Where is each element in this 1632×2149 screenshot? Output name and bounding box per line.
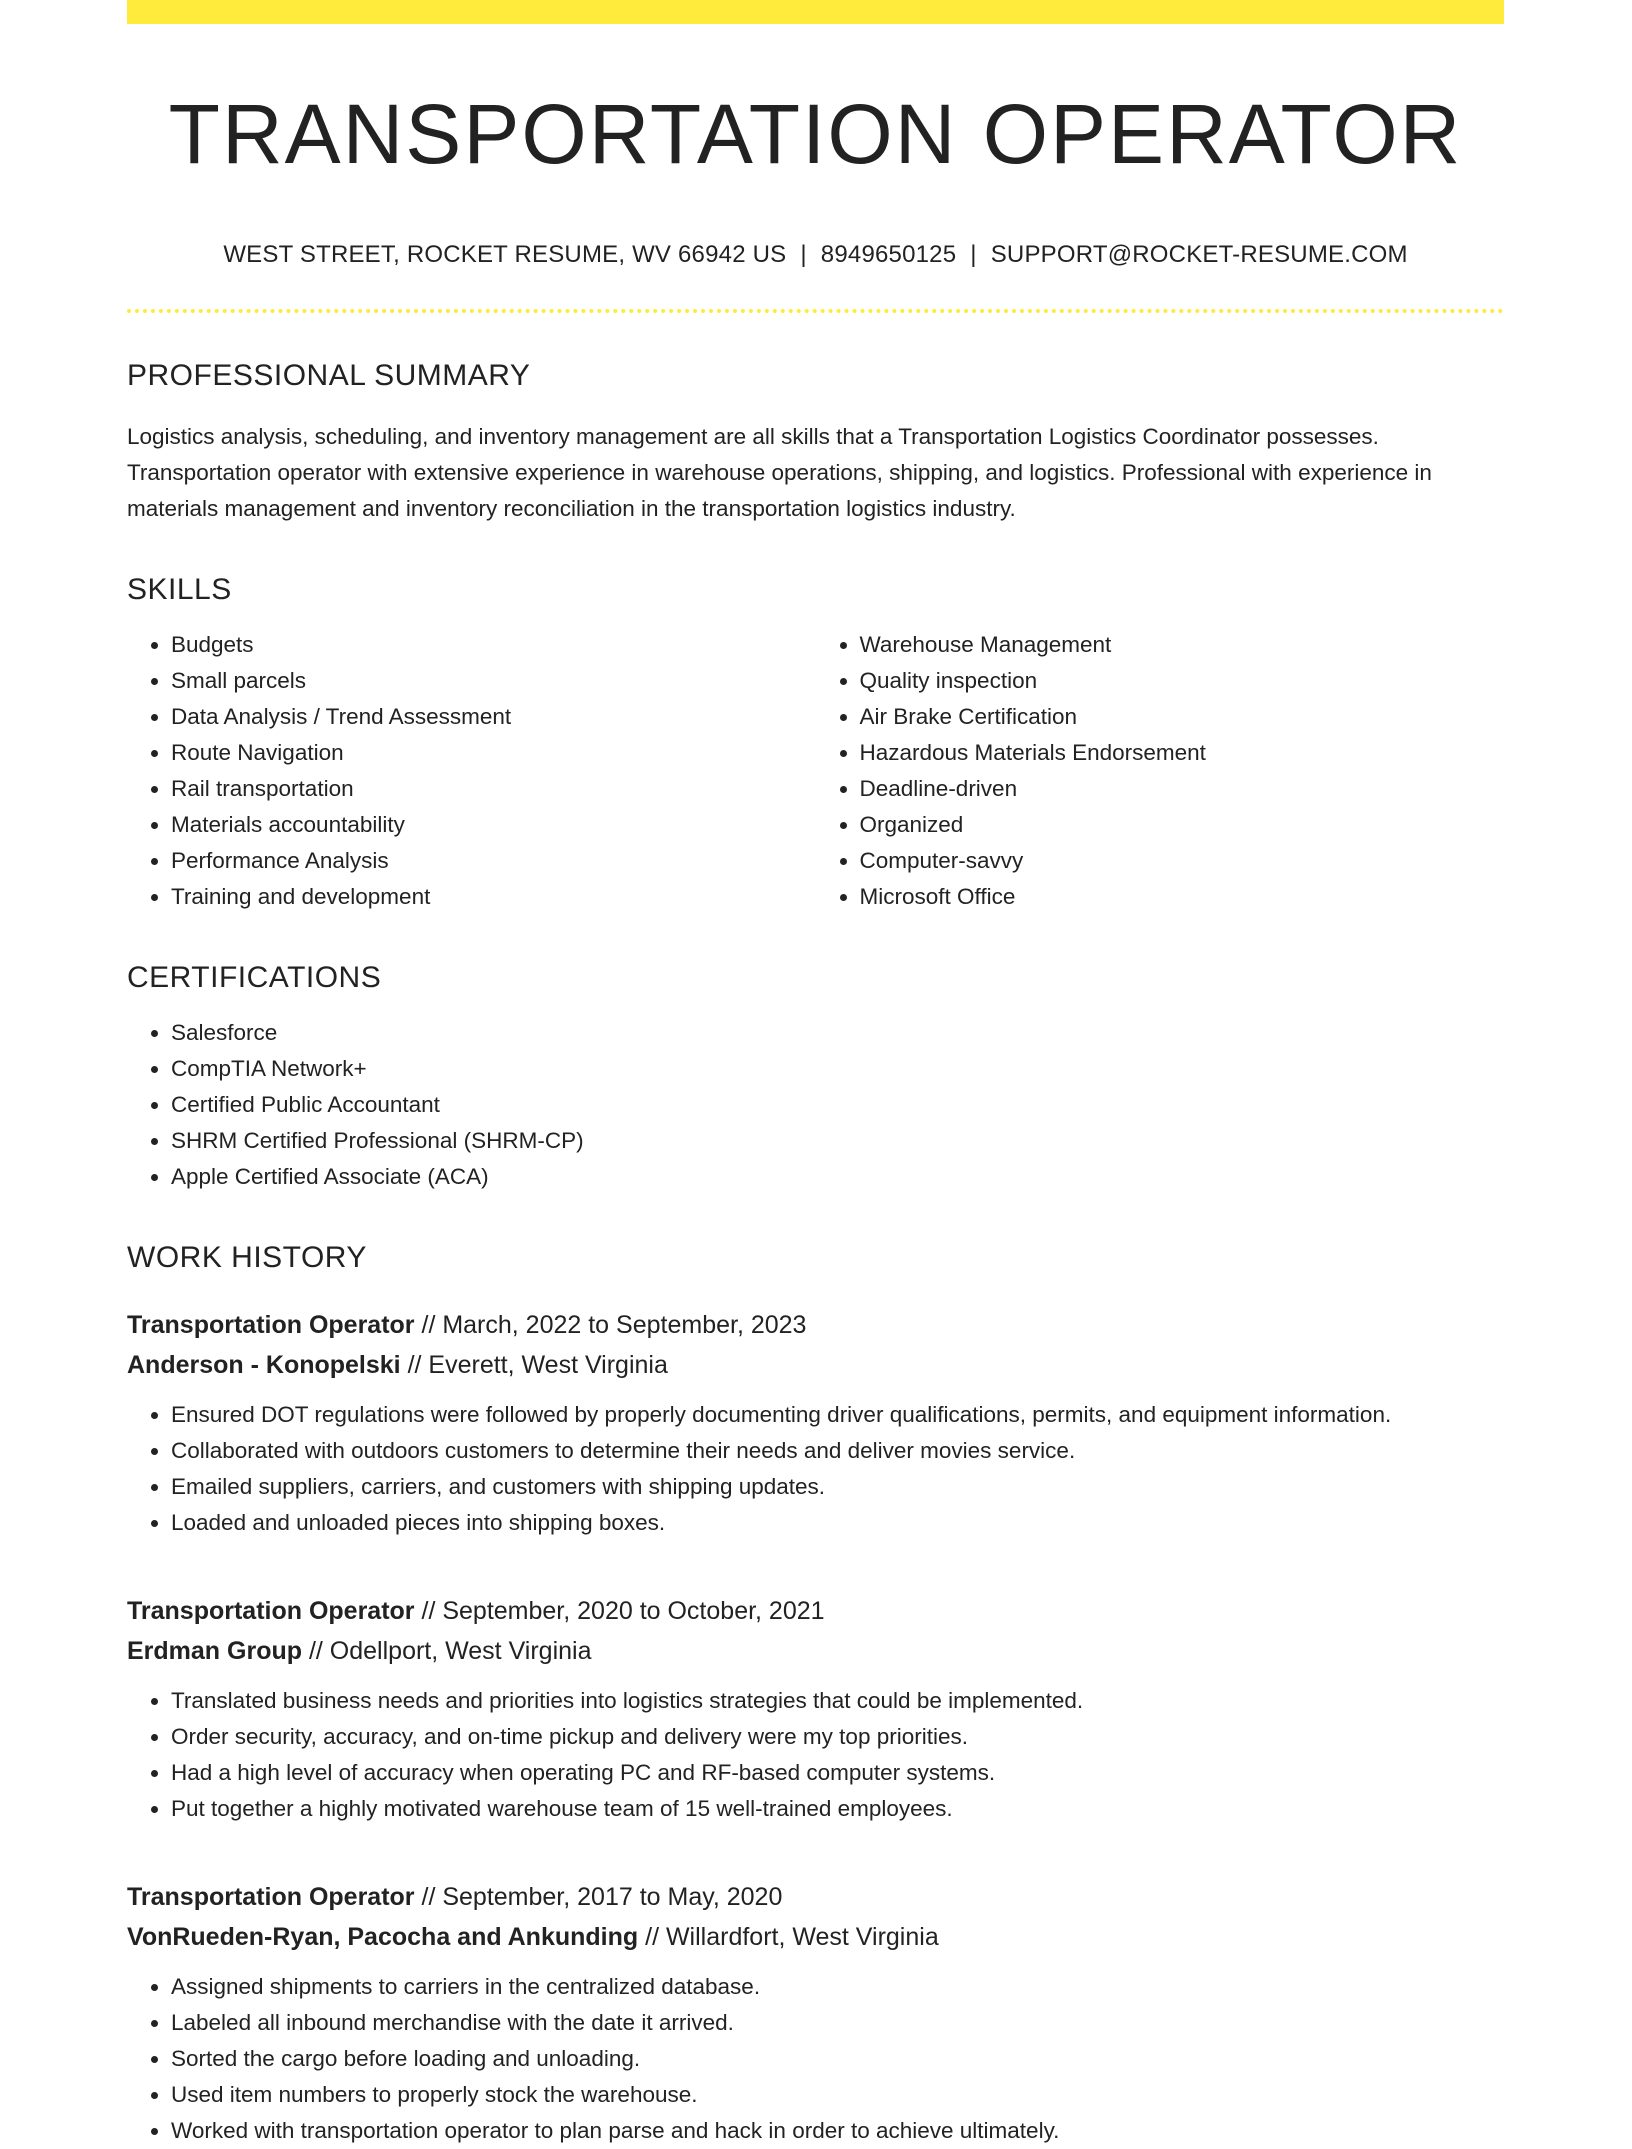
job-company: VonRueden-Ryan, Pacocha and Ankunding [127, 1922, 639, 1951]
skill-item: • Training and development [171, 879, 816, 915]
job-entry [127, 1591, 1504, 1827]
job-entry [127, 1305, 1504, 1541]
job-bullets [127, 1969, 1504, 2149]
dotted-divider [127, 309, 1504, 313]
certification-item: • Apple Certified Associate (ACA) [171, 1159, 1504, 1195]
job-bullet: • Worked with transportation operator to plan parse and hack in order to achieve ultimately. [171, 2113, 1504, 2149]
accent-bar [127, 0, 1504, 24]
job-bullet: • Labeled all inbound merchandise with the date it arrived. [171, 2005, 1504, 2041]
job-bullet: • Translated business needs and priorities into logistics strategies that could be implemented. [171, 1683, 1504, 1719]
certification-item: • SHRM Certified Professional (SHRM-CP) [171, 1123, 1504, 1159]
certification-item: • CompTIA Network+ [171, 1051, 1504, 1087]
contact-phone: 8949650125 [820, 240, 957, 268]
job-bullet: • Ensured DOT regulations were followed by properly documenting driver qualifications, permits, and equipment information. [171, 1397, 1504, 1433]
job-dates: // March, 2022 to September, 2023 [414, 1310, 807, 1339]
job-bullet: • Had a high level of accuracy when operating PC and RF-based computer systems. [171, 1755, 1504, 1791]
skill-item: • Performance Analysis [171, 843, 816, 879]
job-company: Anderson - Konopelski [127, 1350, 401, 1379]
skills-list-left [127, 627, 816, 915]
job-title: Transportation Operator [127, 1882, 415, 1911]
job-title-line [127, 1591, 1504, 1631]
contact-line [127, 241, 1504, 269]
job-bullet: • Sorted the cargo before loading and unloading. [171, 2041, 1504, 2077]
skill-item: • Data Analysis / Trend Assessment [171, 699, 816, 735]
certification-item: • Salesforce [171, 1015, 1504, 1051]
job-bullets [127, 1397, 1504, 1541]
section-heading: PROFESSIONAL SUMMARY [127, 358, 531, 392]
section-heading: CERTIFICATIONS [127, 960, 382, 994]
job-bullets [127, 1683, 1504, 1827]
job-location: // Everett, West Virginia [400, 1350, 668, 1379]
job-location: // Willardfort, West Virginia [638, 1922, 939, 1951]
skills-section [127, 573, 1504, 915]
section-heading: SKILLS [127, 572, 232, 606]
job-bullet: • Loaded and unloaded pieces into shipping boxes. [171, 1505, 1504, 1541]
skill-item: • Materials accountability [171, 807, 816, 843]
job-title-line [127, 1305, 1504, 1345]
skill-item: • Warehouse Management [860, 627, 1505, 663]
job-bullet: • Used item numbers to properly stock the warehouse. [171, 2077, 1504, 2113]
resume-page [127, 0, 1504, 2149]
job-company-line [127, 1917, 1504, 1957]
job-bullet: • Emailed suppliers, carriers, and customers with shipping updates. [171, 1469, 1504, 1505]
job-dates: // September, 2020 to October, 2021 [414, 1596, 825, 1625]
skill-item: • Computer-savvy [860, 843, 1505, 879]
skills-list-right [816, 627, 1505, 915]
job-company-line [127, 1631, 1504, 1671]
skill-item: • Quality inspection [860, 663, 1505, 699]
job-title: Transportation Operator [127, 1596, 415, 1625]
contact-separator: | [970, 240, 977, 268]
job-title-line [127, 1877, 1504, 1917]
skill-item: • Hazardous Materials Endorsement [860, 735, 1505, 771]
job-bullet: • Order security, accuracy, and on-time pickup and delivery were my top priorities. [171, 1719, 1504, 1755]
job-title: Transportation Operator [127, 1310, 415, 1339]
job-company: Erdman Group [127, 1636, 303, 1665]
skill-item: • Budgets [171, 627, 816, 663]
job-dates: // September, 2017 to May, 2020 [414, 1882, 783, 1911]
job-company-line [127, 1345, 1504, 1385]
skill-item: • Small parcels [171, 663, 816, 699]
skill-item: • Microsoft Office [860, 879, 1505, 915]
certifications-section [127, 961, 1504, 1195]
certifications-list [127, 1015, 1504, 1195]
job-bullet: • Collaborated with outdoors customers to determine their needs and deliver movies service. [171, 1433, 1504, 1469]
candidate-name: TRANSPORTATION OPERATOR [168, 87, 1463, 181]
skill-item: • Organized [860, 807, 1505, 843]
certification-item: • Certified Public Accountant [171, 1087, 1504, 1123]
skill-item: • Air Brake Certification [860, 699, 1505, 735]
skill-item: • Deadline-driven [860, 771, 1505, 807]
skill-item: • Rail transportation [171, 771, 816, 807]
professional-summary-section [127, 359, 1504, 527]
job-entry [127, 1877, 1504, 2149]
skills-grid [127, 627, 1504, 915]
contact-email: SUPPORT@ROCKET-RESUME.COM [990, 240, 1408, 268]
skill-item: • Route Navigation [171, 735, 816, 771]
summary-text: Logistics analysis, scheduling, and inventory management are all skills that a Transportation Logistics Coordinator possesses. Transportation operator with extensive experience in warehouse operations, shipping, and logistics. Professional with experience in materials management and inventory reconciliation in the transportation logistics industry. [127, 423, 1432, 521]
contact-separator: | [800, 240, 807, 268]
job-bullet: • Put together a highly motivated warehouse team of 15 well-trained employees. [171, 1791, 1504, 1827]
job-bullet: • Assigned shipments to carriers in the centralized database. [171, 1969, 1504, 2005]
section-heading: WORK HISTORY [127, 1240, 367, 1274]
job-location: // Odellport, West Virginia [302, 1636, 592, 1665]
work-history-section [127, 1241, 1504, 2149]
contact-address: WEST STREET, ROCKET RESUME, WV 66942 US [223, 240, 787, 268]
